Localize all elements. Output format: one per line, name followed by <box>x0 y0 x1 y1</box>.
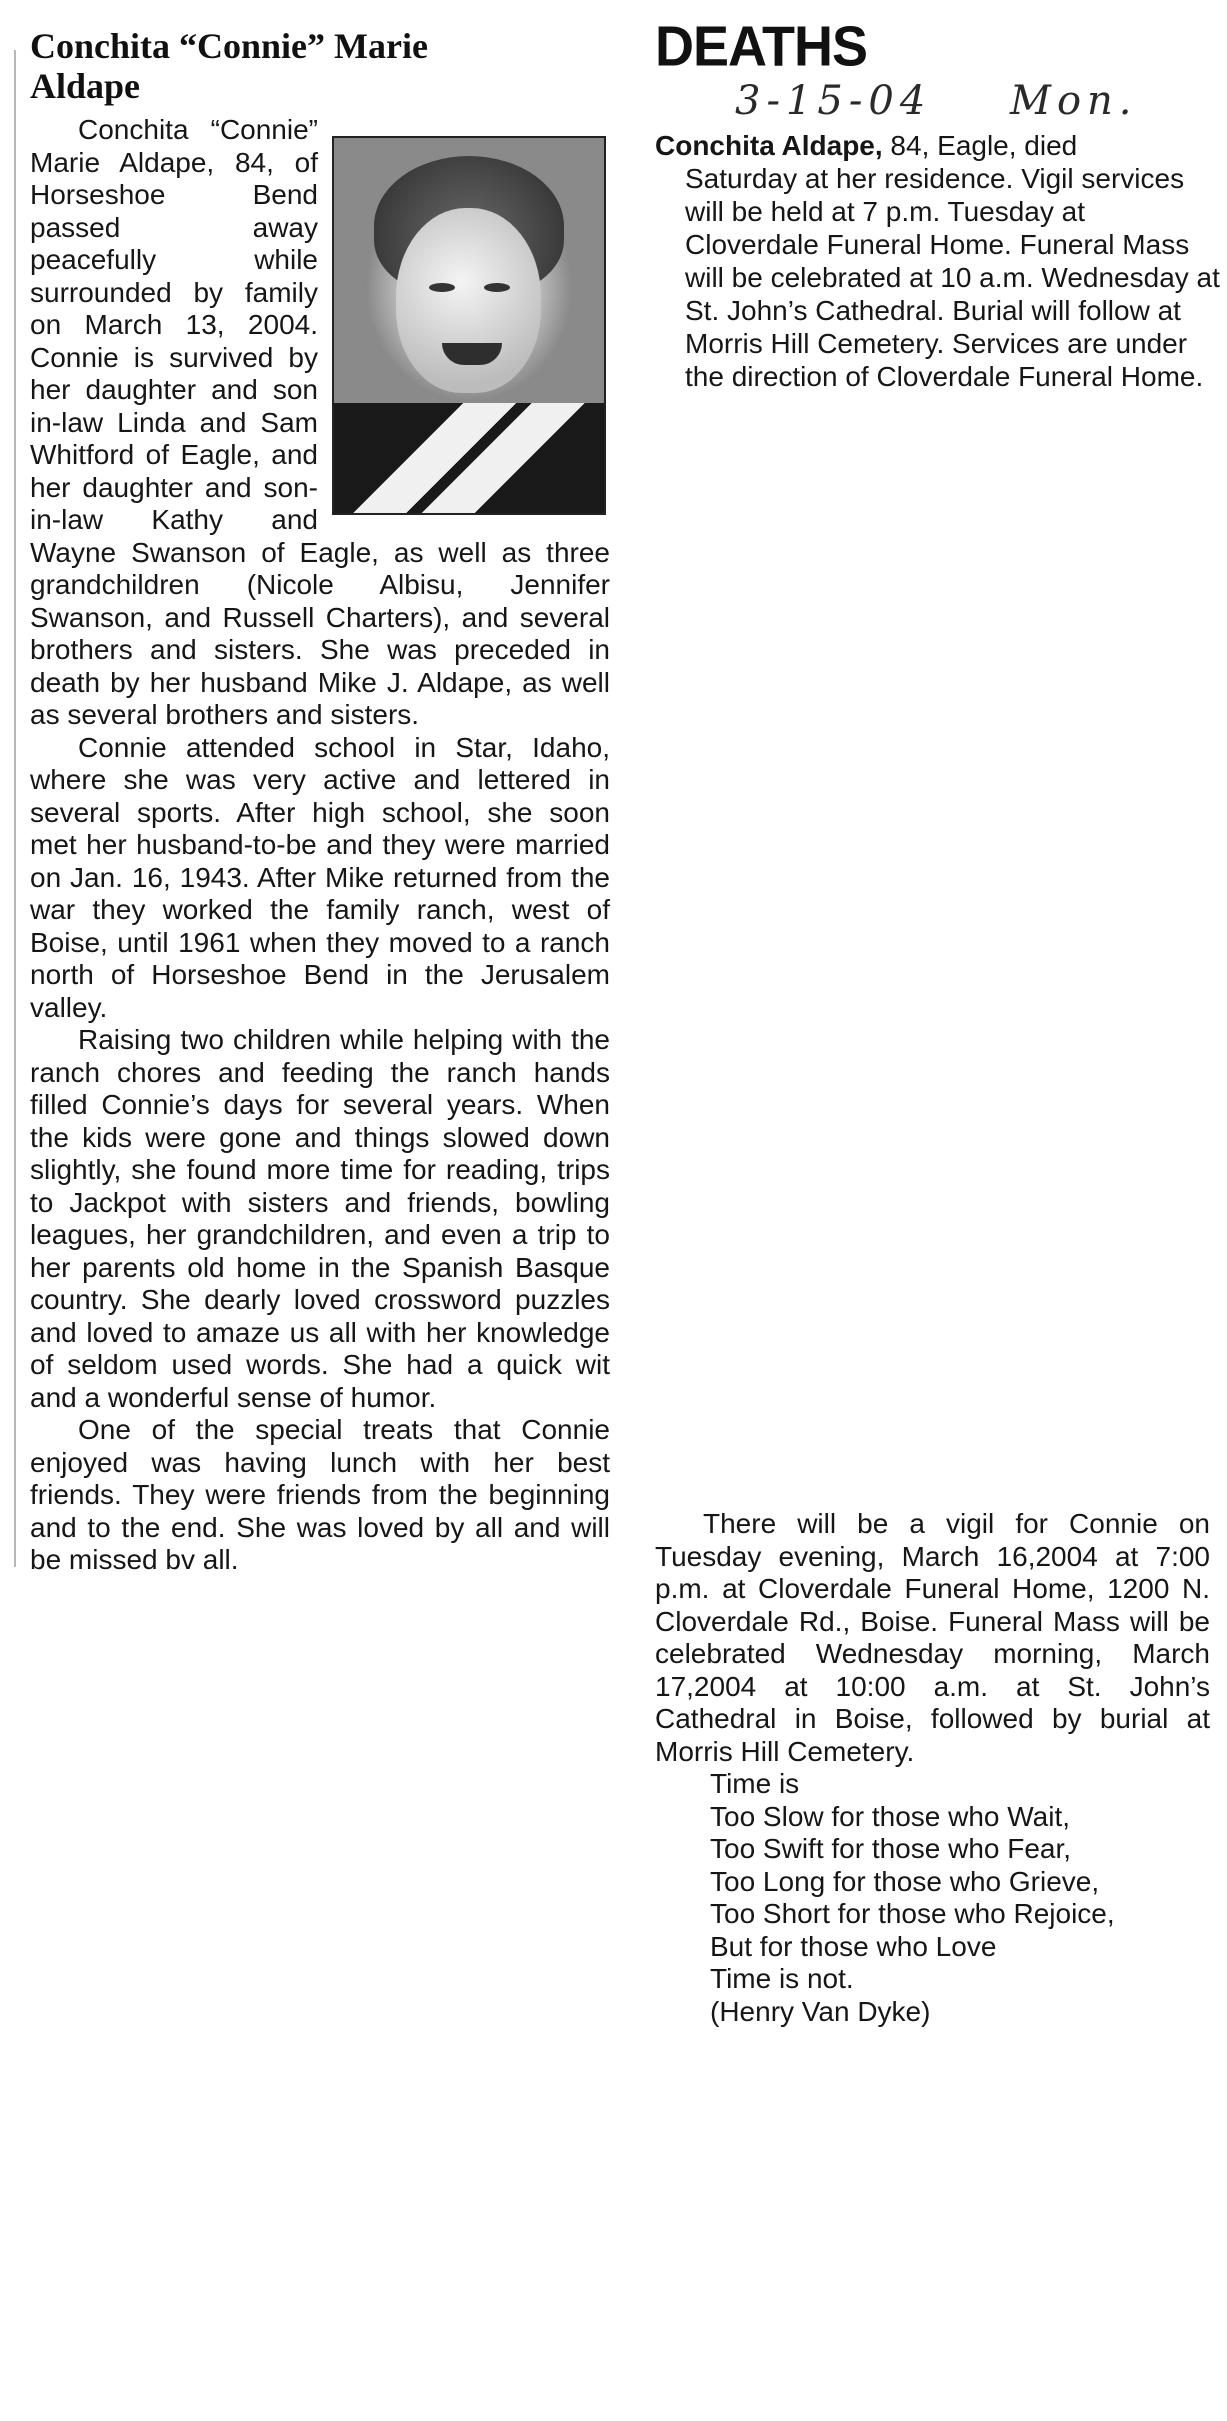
obituary-clipping <box>20 20 610 1577</box>
paragraph-1-top: Conchita “Connie” Marie Aldape, 84, of Horseshoe Bend passed away peacefully while surrounded by family on March 13, 2004. Connie is survived by her daughter and son in-law Linda and Sam Whitford of Eagle, and her daughter and son-in-law <box>30 114 318 535</box>
obituary-headline <box>30 26 610 106</box>
poem-line-2: Too Slow for those who Wait, <box>710 1800 1071 1832</box>
poem-line-1: Time is <box>710 1768 800 1799</box>
poem-line-3: Too Swift for those who Fear, <box>710 1833 1072 1864</box>
obituary-paragraph-3: Raising two children while helping with the ranch chores and feeding the ranch hands filled Connie’s days for several years. When the kids were gone and things slowed down slightly, she found more time for reading, trips to Jackpot with sisters and friends, bowling leagues, her grandchildren, and even a trip to her parents old home in the Spanish Basque country. She dearly loved crossword puzzles and loved to amaze us all with her knowledge of seldom used words. She had a quick wit and a wonderful sense of humor. <box>30 1024 610 1413</box>
deaths-title: DEATHS <box>655 15 868 78</box>
notice-continuation: Saturday at her residence. Vigil services will be held at 7 p.m. Tuesday at Cloverdale Funeral Home. Funeral Mass will be celebrated at 10 a.m. Wednesday at St. John’s Cathedral. Burial will follow at Morris Hill Cemetery. Services are under the direction of Cloverdale Funeral Home. <box>685 163 1220 392</box>
paragraph-1-bottom: Kathy and Wayne Swanson of Eagle, as well as three grandchildren (Nicole Albisu, Jennifer Swanson, and Russell Charters), and several brothers and sisters. She was preceded in death by her husband Mike J. Aldape, as well as several brothers and sisters. <box>30 504 610 730</box>
poem <box>655 1768 1210 2028</box>
poem-line-5: Too Short for those who Rejoice, <box>710 1898 1115 1929</box>
handwritten-day: Mon. <box>1010 78 1138 124</box>
death-notice-text <box>655 129 1220 393</box>
notice-lead-name: Conchita Aldape, <box>655 130 883 161</box>
vigil-paragraph: There will be a vigil for Connie on Tuesday evening, March 16,2004 at 7:00 p.m. at Cloverdale Funeral Home, 1200 N. Cloverdale Rd., Boise. Funeral Mass will be celebrated Wednesday morning, March 17,2004 at 10:00 a.m. at St. John’s Cathedral in Boise, followed by burial at Morris Hill Cemetery. <box>655 1508 1210 1767</box>
obituary-body <box>30 114 610 1577</box>
deaths-notice <box>655 15 1220 393</box>
obituary-paragraph-4: One of the special treats that Connie enjoyed was having lunch with her best friends. They were friends from the beginning and to the end. She was loved by all and will be missed bv all. <box>30 1414 610 1575</box>
poem-line-6: But for those who Love <box>710 1930 997 1962</box>
poem-line-7: Time is not. <box>710 1963 854 1994</box>
handwritten-date-note <box>735 79 1220 123</box>
notice-lead-rest: 84, Eagle, died <box>882 130 1078 161</box>
poem-line-4: Too Long for those who Grieve, <box>710 1865 1100 1897</box>
handwritten-date: 3-15-04 <box>735 78 932 124</box>
obituary-paragraph-2: Connie attended school in Star, Idaho, where she was very active and lettered in several sports. After high school, she soon met her husband-to-be and they were married on Jan. 16, 1943. After Mike returned from the war they worked the family ranch, west of Boise, until 1961 when they moved to a ranch north of Horseshoe Bend in the Jerusalem valley. <box>30 731 610 1023</box>
vigil-notice <box>655 1508 1210 2028</box>
headline-line-1: Conchita “Connie” Marie <box>30 26 428 66</box>
poem-attribution: (Henry Van Dyke) <box>710 1995 931 2027</box>
headline-line-2: Aldape <box>30 66 141 106</box>
portrait-photo <box>332 136 606 515</box>
